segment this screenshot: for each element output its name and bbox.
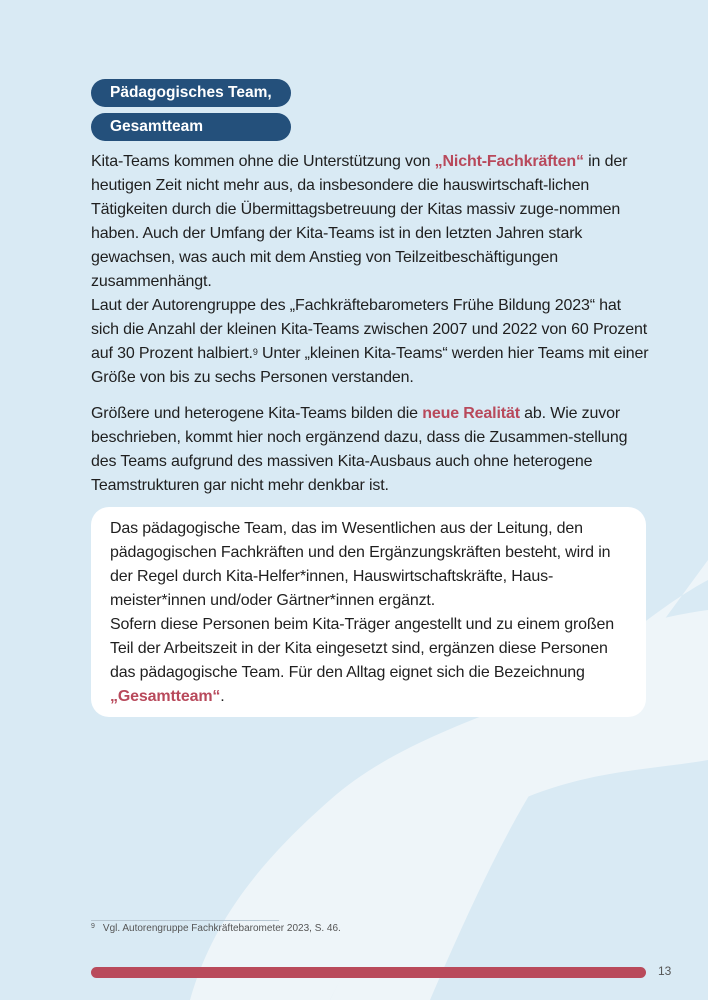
- paragraph-3: [91, 402, 651, 498]
- paragraph-2-text: Laut der Autorengruppe des „Fachkräftebarometers Frühe Bildung 2023“ hat sich die Anzahl der kleinen Kita-Teams zwischen 2007 und 2022 von 60 Prozent auf 30 Prozent halbiert.: [91, 297, 648, 362]
- highlight-gesamtteam: „Gesamtteam“: [110, 688, 221, 705]
- paragraph-2: [91, 294, 651, 390]
- page-number: 13: [658, 964, 672, 978]
- highlight-nicht-fachkraeften: „Nicht-Fachkräften“: [434, 153, 584, 170]
- paragraph-1-text: Kita-Teams kommen ohne die Unterstützung von: [91, 153, 435, 170]
- footnote-text: Vgl. Autorengruppe Fachkräftebarometer 2023, S. 46.: [102, 923, 341, 934]
- paragraph-3-text: Größere und heterogene Kita-Teams bilden die: [91, 405, 423, 422]
- footnote: [91, 923, 341, 934]
- main-content: [91, 79, 651, 498]
- paragraph-1: [91, 150, 651, 294]
- paragraph-1-text-cont: in der heutigen Zeit nicht mehr aus, da insbesondere die hauswirtschaft-lichen Tätigkeiten durch die Übermittagsbetreuung der Kitas massiv zuge-nommen haben. Auch der Umfang der Kita-Teams ist in den letzten Jahren stark gewachsen, was auch mit dem Anstieg von Teilzeitbeschäftigungen zusammenhängt.: [91, 153, 628, 290]
- footnote-divider: [91, 920, 279, 921]
- info-box-text-2-end: .: [220, 688, 225, 705]
- info-box-text-2: [110, 613, 632, 709]
- info-box-text-2-body: Sofern diese Personen beim Kita-Träger angestellt und zu einem großen Teil der Arbeitszeit in der Kita eingesetzt sind, ergänzen diese Personen das pädagogische Team. Für den Alltag eignet sich die Bezeichnung: [110, 616, 615, 681]
- info-box-text-1: Das pädagogische Team, das im Wesentlichen aus der Leitung, den pädagogischen Fachkräften und den Ergänzungskräften besteht, wird in der Regel durch Kita-Helfer*innen, Hauswirtschaftskräfte, Haus-meister*innen und/oder Gärtner*innen ergänzt.: [110, 520, 611, 609]
- highlight-neue-realitaet: neue Realität: [422, 405, 520, 422]
- paragraph-2-text-cont: Unter „kleinen Kita-Teams“ werden hier Teams mit einer Größe von bis zu sechs Personen verstanden.: [91, 345, 649, 386]
- footer-bar: [91, 967, 646, 978]
- footnote-number: 9: [91, 923, 95, 930]
- paragraph-3-text-cont: ab. Wie zuvor beschrieben, kommt hier noch ergänzend dazu, dass die Zusammen-stellung des Teams aufgrund des massiven Kita-Ausbaus auch ohne heterogene Teamstrukturen gar nicht mehr denkbar ist.: [91, 405, 628, 494]
- section-heading-line-2: Gesamtteam: [91, 113, 291, 141]
- section-heading-line-1: Pädagogisches Team,: [91, 79, 291, 107]
- footnote-reference[interactable]: 9: [252, 347, 258, 357]
- info-box: [91, 507, 646, 717]
